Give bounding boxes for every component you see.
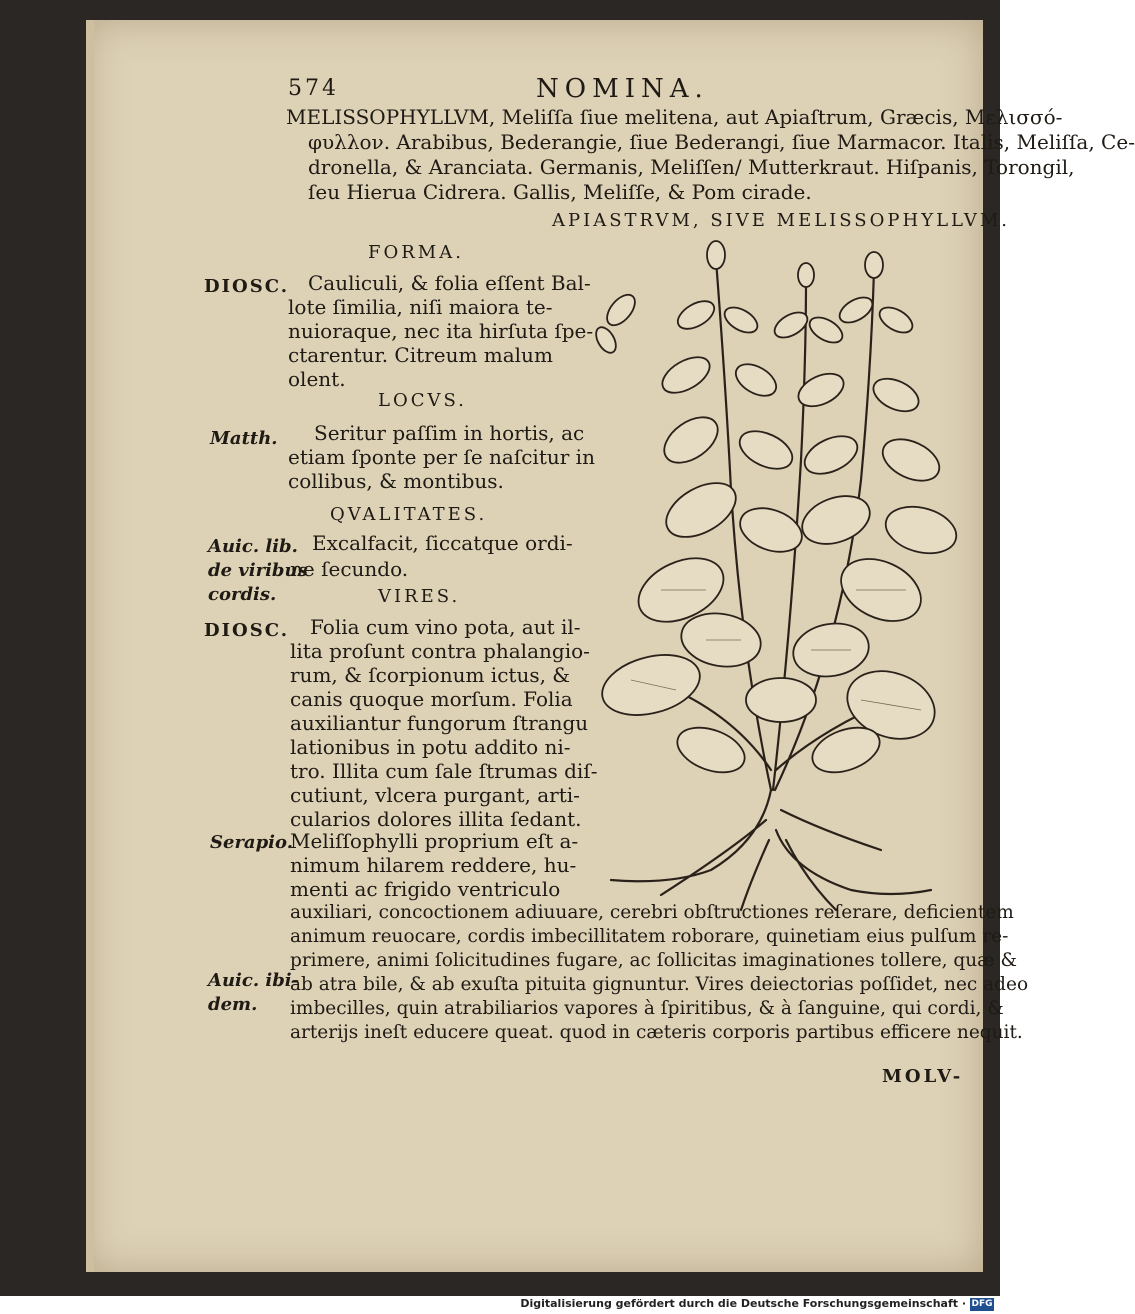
text-line: primere, animi ſolicitudines fugare, ac ſollicitas imaginationes tollere, quæ & bbox=[290, 950, 1017, 971]
text-line: Cauliculi, & folia eſſent Bal- bbox=[308, 271, 591, 295]
page-number: 574 bbox=[288, 76, 339, 101]
catchword: MOLV- bbox=[882, 1066, 964, 1087]
text-line: cularios dolores illita ſedant. bbox=[290, 807, 582, 831]
text-line: arterijs ineſt educere queat. quod in cæteris corporis partibus efficere nequit. bbox=[290, 1022, 1023, 1043]
page-edge bbox=[86, 20, 94, 1272]
margin-note: Serapio. bbox=[210, 832, 293, 853]
text-line: Meliſſophylli proprium eſt a- bbox=[290, 829, 579, 853]
text-line: menti ac frigido ventriculo bbox=[290, 877, 561, 901]
names-line: φυλλον. Arabibus, Bederangie, ſiue Bederangi, ſiue Marmacor. Italis, Meliſſa, Ce- bbox=[308, 130, 1135, 154]
text-line: tro. Illita cum ſale ſtrumas diſ- bbox=[290, 759, 598, 783]
margin-note: Auic. ibi- bbox=[208, 970, 300, 991]
plant-woodcut-illustration bbox=[591, 230, 986, 920]
book-page bbox=[86, 20, 1135, 1272]
margin-note: cordis. bbox=[208, 584, 277, 605]
text-line: animum reuocare, cordis imbecillitatem roborare, quinetiam eius pulſum re- bbox=[290, 926, 1009, 947]
text-line: lationibus in potu addito ni- bbox=[290, 735, 571, 759]
text-line: canis quoque morſum. Folia bbox=[290, 687, 573, 711]
section-heading-locus: LOCVS. bbox=[378, 390, 467, 411]
text-line: lote ſimilia, niſi maiora te- bbox=[288, 295, 553, 319]
figure-caption: APIASTRVM, SIVE MELISSOPHYLLVM. bbox=[552, 210, 1010, 231]
margin-note: DIOSC. bbox=[204, 620, 289, 641]
text-line: ab atra bile, & ab exuſta pituita gignuntur. Vires deiectorias poſſidet, nec adeo bbox=[290, 974, 1029, 995]
margin-note: Auic. lib. bbox=[208, 536, 298, 557]
text-line: olent. bbox=[288, 367, 346, 391]
text-line: imbecilles, quin atrabiliarios vapores à ſpiritibus, & à ſanguine, qui cordi, & bbox=[290, 998, 1004, 1019]
margin-note: de viribus bbox=[208, 560, 308, 581]
text-line: cutiunt, vlcera purgant, arti- bbox=[290, 783, 580, 807]
text-line: ctarentur. Citreum malum bbox=[288, 343, 553, 367]
names-line: MELISSOPHYLLVM, Meliſſa ſiue melitena, aut Apiaſtrum, Græcis, Μελισσό- bbox=[286, 105, 1063, 129]
footer-bar bbox=[0, 1296, 1000, 1314]
footer-credit: Digitalisierung gefördert durch die Deutsche Forschungsgemeinschaft · bbox=[520, 1297, 966, 1310]
text-line: etiam ſponte per ſe naſcitur in bbox=[288, 445, 595, 469]
section-heading-forma: FORMA. bbox=[368, 242, 464, 263]
text-line: auxiliari, concoctionem adiuuare, cerebri obſtructiones reſerare, deficientem bbox=[290, 902, 1014, 923]
text-line: Folia cum vino pota, aut il- bbox=[310, 615, 581, 639]
text-line: rum, & ſcorpionum ictus, & bbox=[290, 663, 571, 687]
text-line: auxiliantur fungorum ſtrangu bbox=[290, 711, 589, 735]
margin-note: dem. bbox=[208, 994, 258, 1015]
names-line: ſeu Hierua Cidrera. Gallis, Meliſſe, & Pom cirade. bbox=[308, 180, 812, 204]
names-line: dronella, & Aranciata. Germanis, Meliſſen/ Mutterkraut. Hiſpanis, Torongil, bbox=[308, 155, 1075, 179]
text-line: ne ſecundo. bbox=[290, 557, 409, 581]
text-line: lita proſunt contra phalangio- bbox=[290, 639, 590, 663]
section-heading-vires: VIRES. bbox=[378, 586, 461, 607]
text-line: Seritur paſſim in hortis, ac bbox=[314, 421, 585, 445]
running-head: NOMINA. bbox=[536, 74, 709, 104]
dfg-logo: DFG bbox=[971, 1299, 993, 1309]
text-line: nuioraque, nec ita hirſuta ſpe- bbox=[288, 319, 594, 343]
margin-note: DIOSC. bbox=[204, 276, 289, 297]
text-line: collibus, & montibus. bbox=[288, 469, 504, 493]
text-line: nimum hilarem reddere, hu- bbox=[290, 853, 577, 877]
section-heading-qualitates: QVALITATES. bbox=[330, 504, 488, 525]
text-line: Excalfacit, ſiccatque ordi- bbox=[312, 531, 573, 555]
margin-note: Matth. bbox=[210, 428, 278, 449]
